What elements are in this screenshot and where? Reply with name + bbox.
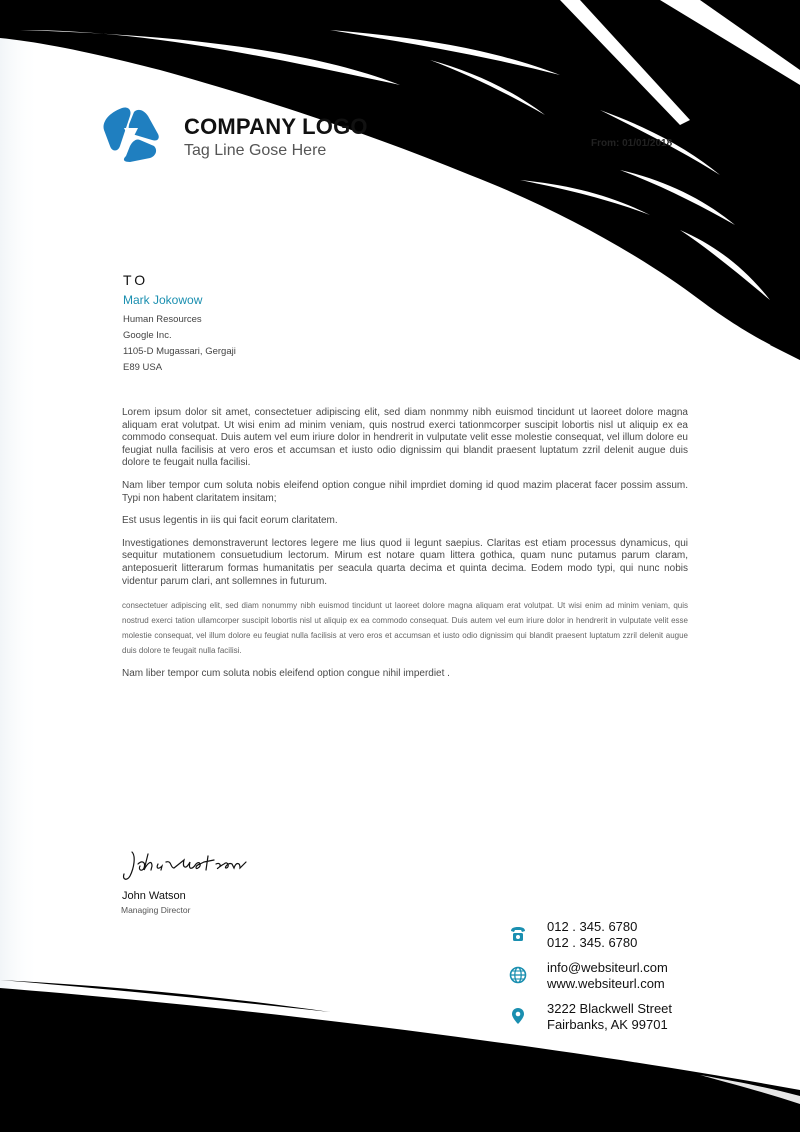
body-closing: Nam liber tempor cum soluta nobis eleifend option congue nihil imperdiet . — [122, 668, 450, 680]
phone-line: 012 . 345. 6780 — [547, 935, 638, 950]
recipient-name: Mark Jokowow — [123, 293, 203, 307]
globe-icon — [509, 966, 527, 984]
signer-title: Managing Director — [121, 905, 191, 915]
address-line: 3222 Blackwell Street — [547, 1001, 673, 1016]
body-paragraph: Investigationes demonstraverunt lectores legere me lius quod ii legunt saepius. Claritas est etiam processus dynamicus, qui sequitur mutationem consuetudium lectorum. Mirum est notare quam littera gothica, quam nunc putamus parum claram, anteposuerit litterarum formas humanitatis per seacula quarta decima et quinta decima. Eodem modo typi, qui nunc nobis videntur parum clari, ant sollemnes in futurum. — [122, 537, 688, 587]
recipient-address-line: 1105-D Mugassari, Gergaji — [123, 346, 236, 357]
triangle-logo-icon — [102, 106, 160, 162]
company-tagline: Tag Line Gose Here — [184, 142, 327, 159]
handwritten-signature — [118, 846, 250, 882]
letter-date: From: 01/01/2018 — [591, 138, 673, 149]
address-line: Fairbanks, AK 99701 — [547, 1017, 668, 1032]
to-label: TO — [123, 272, 149, 288]
website-line: www.websiteurl.com — [547, 976, 665, 991]
recipient-address-line: Human Resources — [123, 314, 202, 325]
letter-body — [122, 407, 688, 691]
email-line: info@websiteurl.com — [547, 960, 668, 975]
body-paragraph: Nam liber tempor cum soluta nobis eleifend option congue nihil imprdiet doming id quod mazim placerat facer possim assum. Typi non habent claritatem insitam; — [122, 479, 688, 504]
phone-icon — [509, 925, 527, 943]
body-paragraph: Est usus legentis in iis qui facit eorum claritatem. — [122, 515, 338, 527]
phone-line: 012 . 345. 6780 — [547, 919, 638, 934]
body-small-paragraph: consectetuer adipiscing elit, sed diam nonummy nibh euismod tincidunt ut laoreet dolore magna aliquam erat volutpat. Ut wisi enim ad minim veniam, quis nostrud exerci tation ullamcorper suscipit lobortis nisl ut aliquip ex ea commodo consequat. Duis autem vel eum iriure dolor in hendrerit in vulputate velit esse molestie consequat, vel illum dolore eu feugiat nulla facilisis at vero eros et accumsan et iusto odio dignissim qui blandit praesent luptatum zzril delenit augue duis dolore te feugait nulla facilisi. — [122, 601, 688, 656]
recipient-address-line: E89 USA — [123, 362, 163, 373]
location-pin-icon — [509, 1007, 527, 1025]
signer-name: John Watson — [122, 890, 186, 902]
recipient-address-line: Google Inc. — [123, 330, 172, 341]
company-name: COMPANY LOGO — [184, 114, 368, 139]
body-paragraph: Lorem ipsum dolor sit amet, consectetuer adipiscing elit, sed diam nonmmy nibh euismod tincidunt ut laoreet dolore magna aliquam erat volutpat. Ut wisi enim ad minim veniam, quis nostrud exerci tationmcorper suscipit lobortis nisl ut aliquip ex ea commodo consequat. Duis autem vel eum iriure dolor in hendrerit in vulputate velit esse molestie consequat, vel illum dolore eu feugiat nulla facilisis at vero eros et accumsan et iusto odio dignissim qui blandit praesent luptatum zzril delenit augue duis dolore te feugait nulla facilisi. — [122, 407, 688, 469]
